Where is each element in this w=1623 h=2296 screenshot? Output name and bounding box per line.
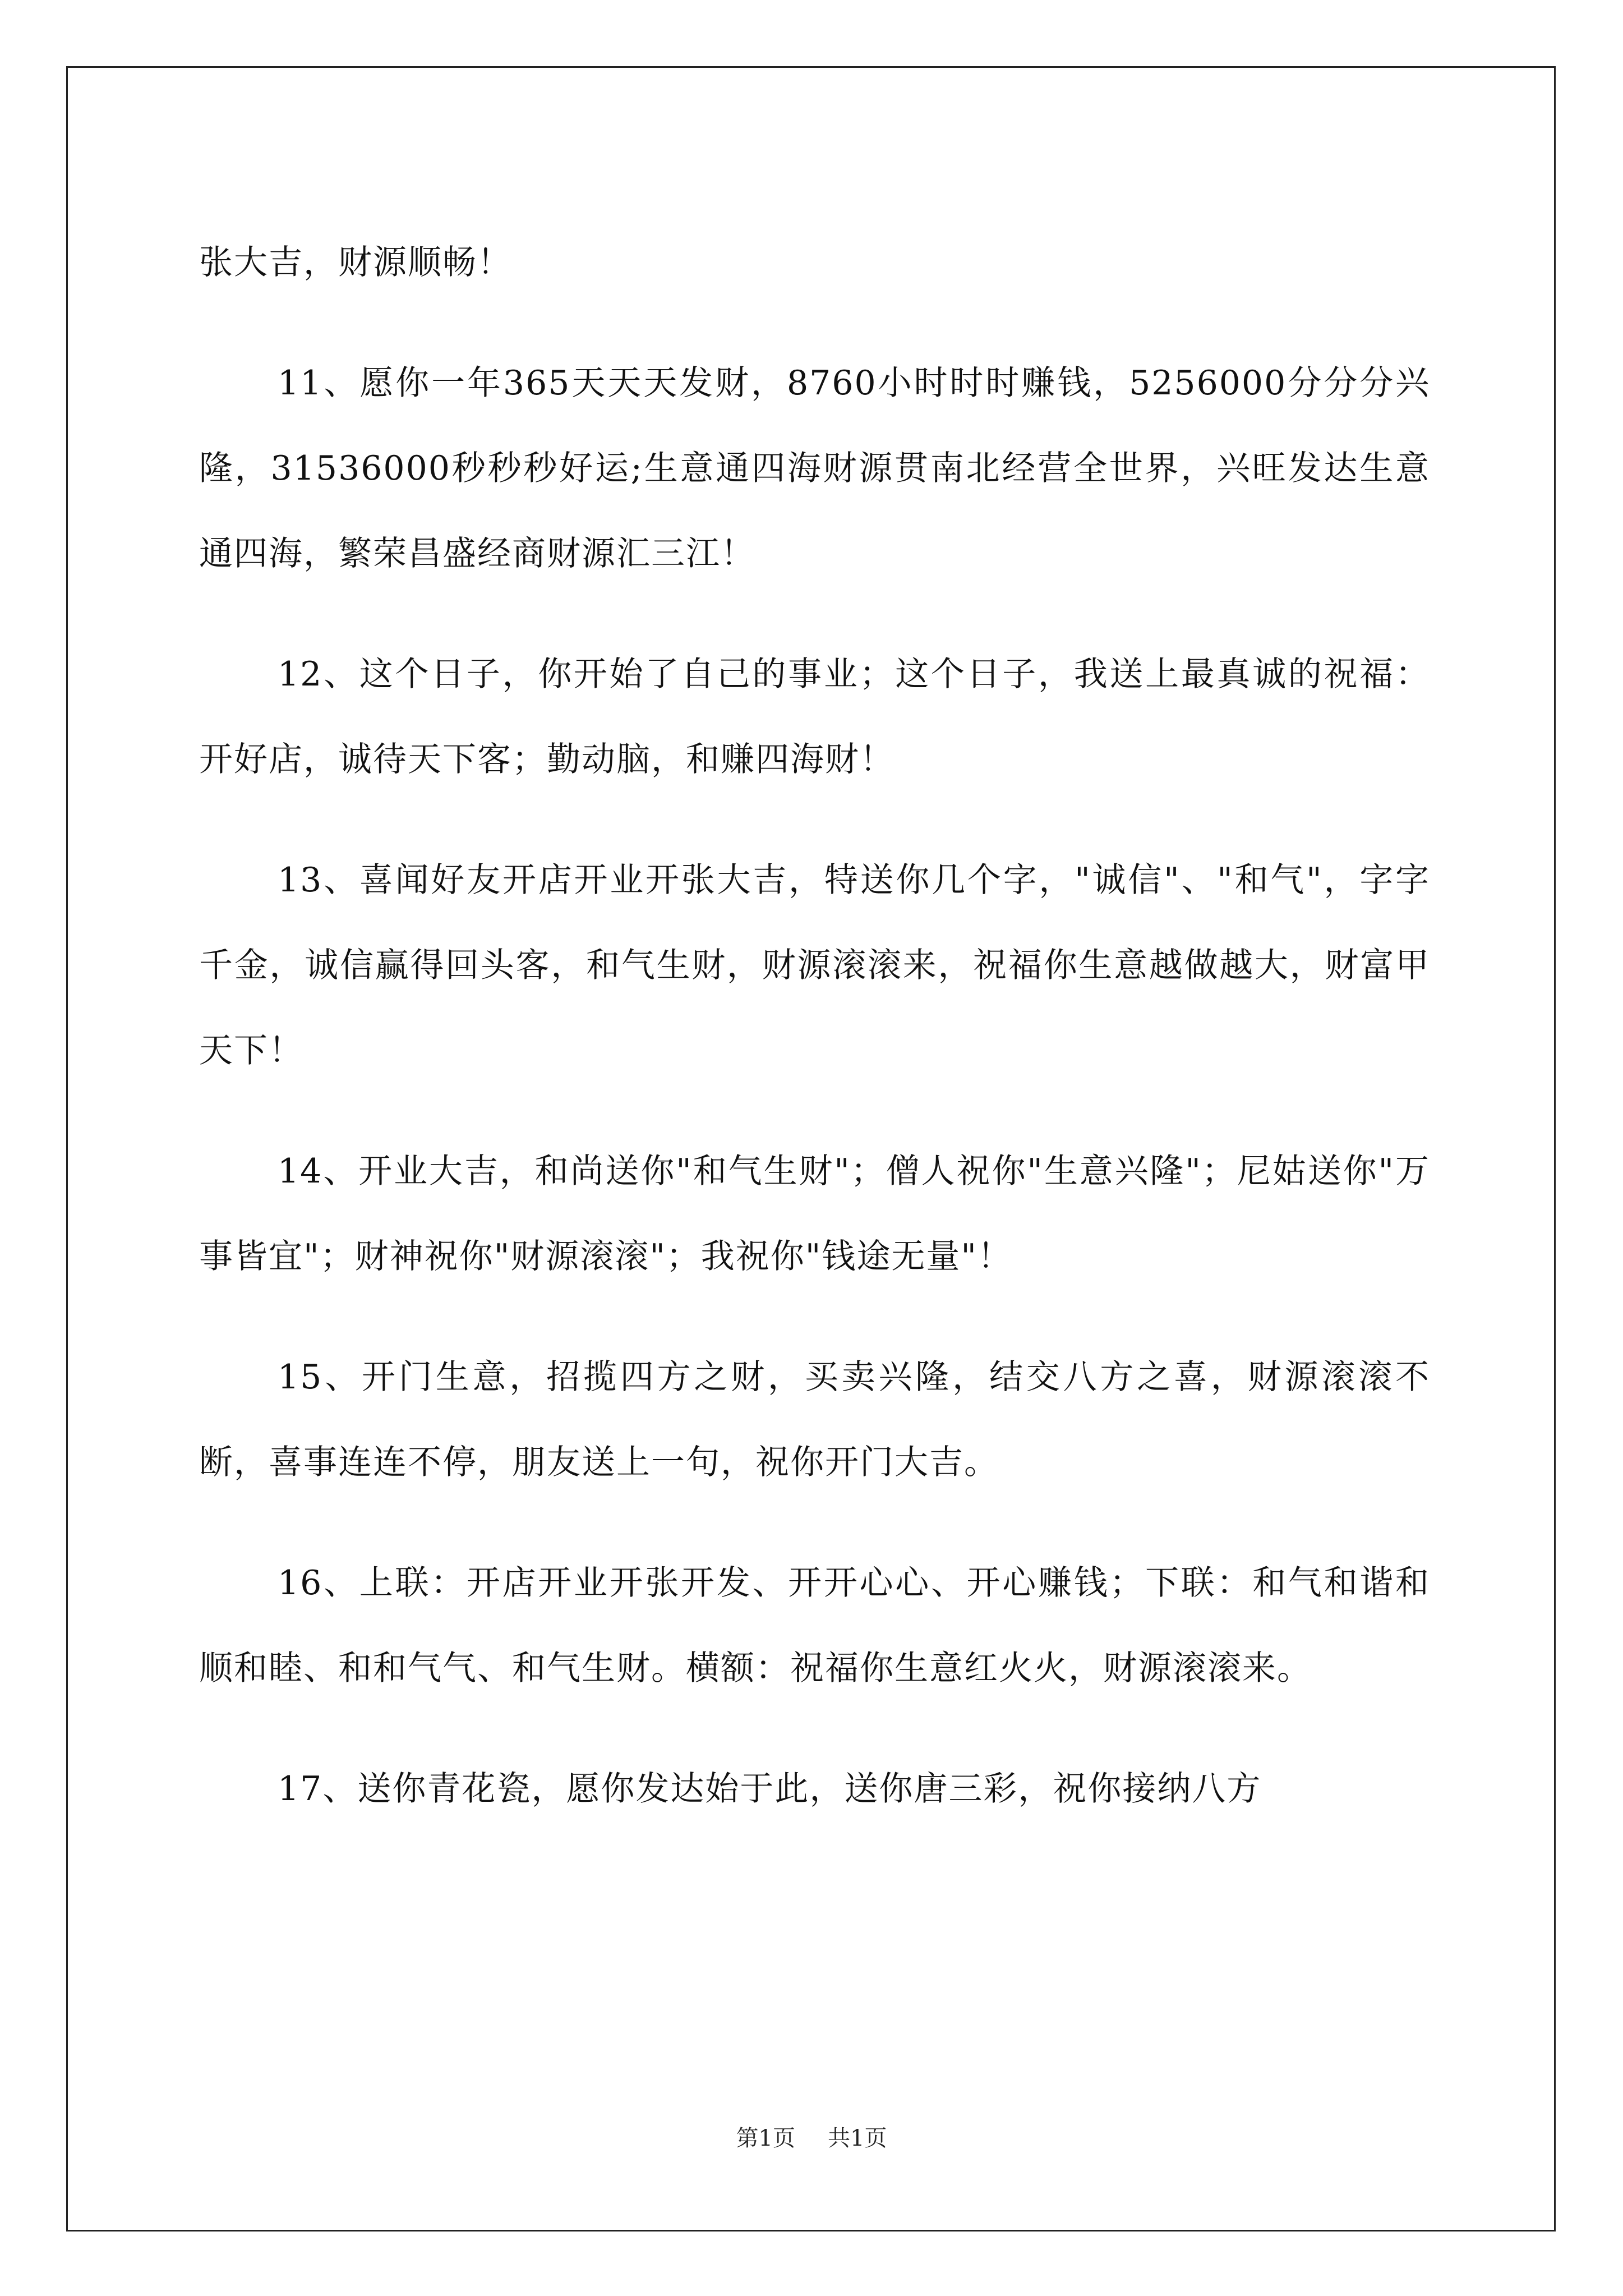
paragraph-12: 12、这个日子，你开始了自己的事业；这个日子，我送上最真诚的祝福：开好店，诚待天下客；勤动脑，和赚四海财！: [199, 655, 1430, 779]
paragraph-11: 11、愿你一年365天天天发财，8760小时时时赚钱，5256000分分分兴隆，31536000秒秒秒好运;生意通四海财源贯南北经营全世界，兴旺发达生意通四海，繁荣昌盛经商财源汇三江！: [199, 364, 1430, 573]
paragraph-15: 15、开门生意，招揽四方之财，买卖兴隆，结交八方之喜，财源滚滚不断，喜事连连不停，朋友送上一句，祝你开门大吉。: [199, 1358, 1430, 1482]
page-number: 第1页: [736, 2125, 795, 2151]
paragraph-16: 16、上联：开店开业开张开发、开开心心、开心赚钱；下联：和气和谐和顺和睦、和和气气、和气生财。横额：祝福你生意红火火，财源滚滚来。: [199, 1563, 1430, 1688]
document-body: [199, 220, 1430, 1867]
paragraph-13: 13、喜闻好友开店开业开张大吉，特送你几个字，"诚信"、"和气"，字字千金，诚信赢得回头客，和气生财，财源滚滚来，祝福你生意越做越大，财富甲天下！: [199, 861, 1430, 1070]
page-footer: [0, 2120, 1623, 2152]
paragraph-continuation: 张大吉，财源顺畅！: [199, 243, 512, 282]
page-total: 共1页: [828, 2125, 887, 2151]
paragraph-17: 17、送你青花瓷，愿你发达始于此，送你唐三彩，祝你接纳八方: [278, 1769, 1262, 1809]
paragraph-14: 14、开业大吉，和尚送你"和气生财"；僧人祝你"生意兴隆"；尼姑送你"万事皆宜"；财神祝你"财源滚滚"；我祝你"钱途无量"！: [199, 1152, 1430, 1276]
